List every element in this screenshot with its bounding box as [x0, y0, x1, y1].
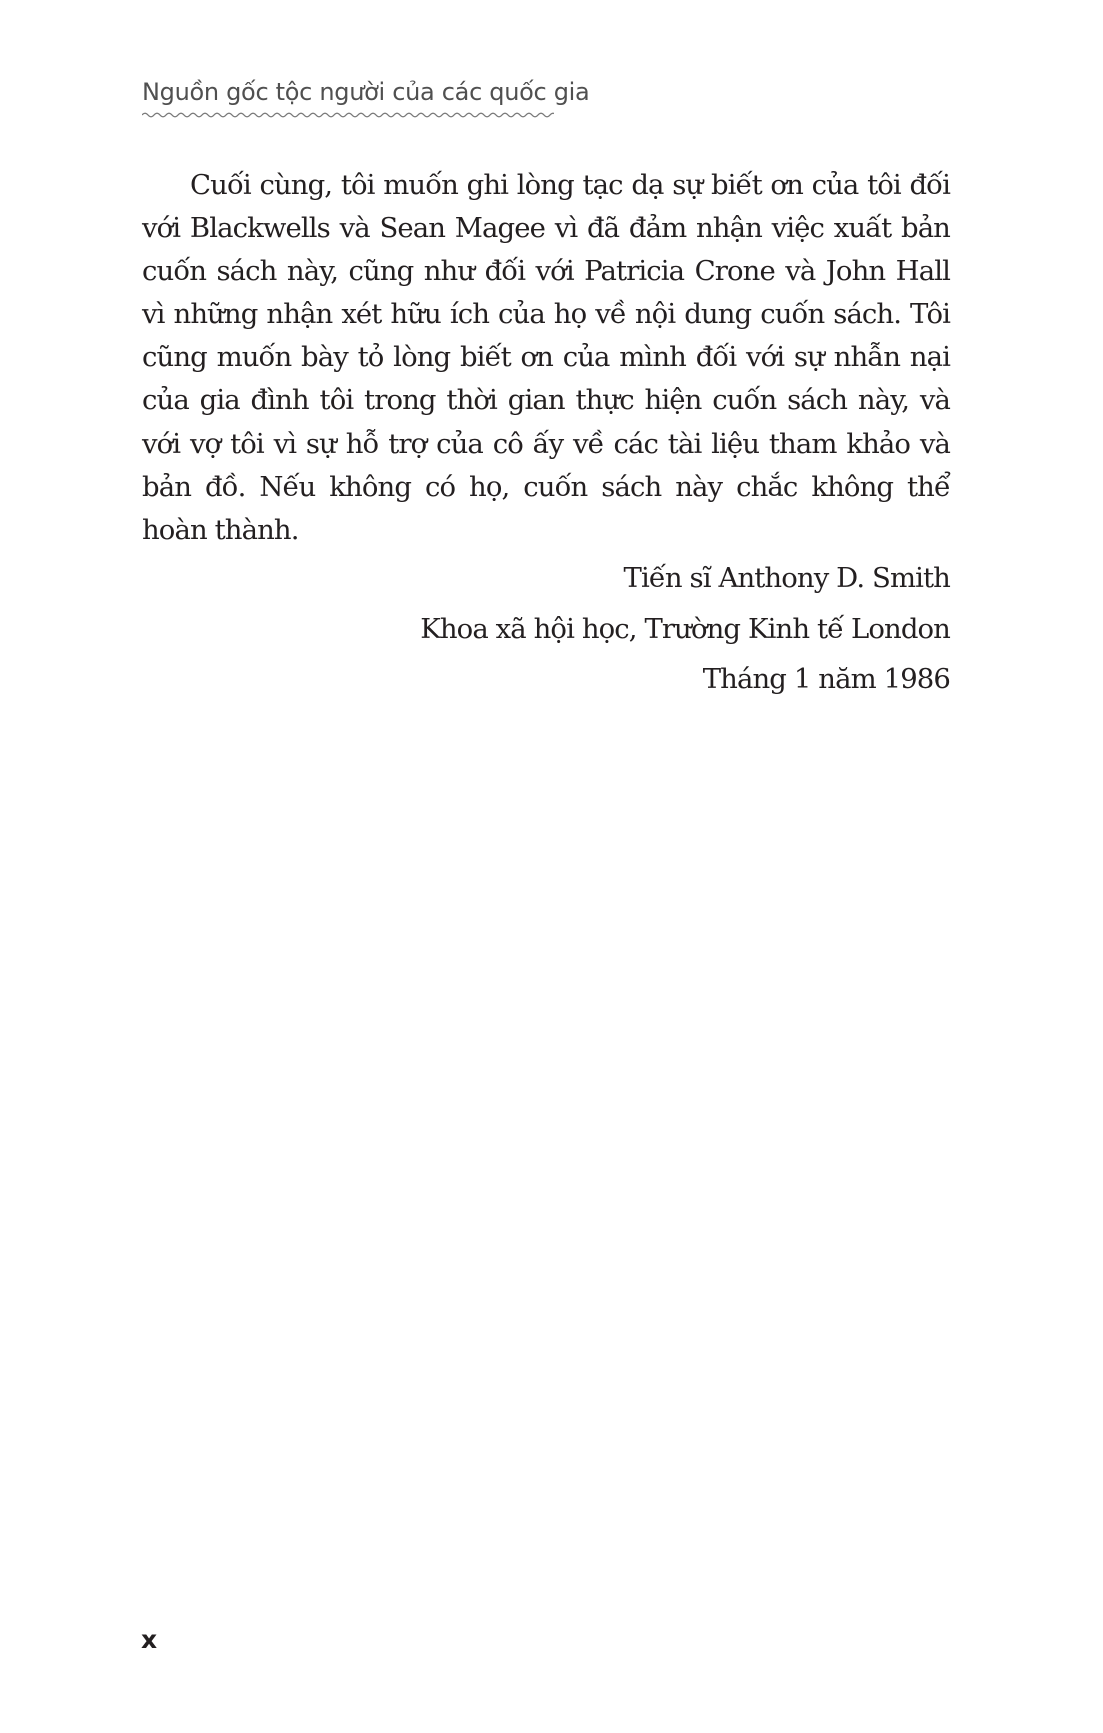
author-name: Tiến sĩ Anthony D. Smith — [623, 562, 950, 594]
page-number: x — [141, 1625, 158, 1654]
signature-date: Tháng 1 năm 1986 — [702, 663, 950, 695]
acknowledgement-paragraph: Cuối cùng, tôi muốn ghi lòng tạc dạ sự biết ơn của tôi đối với Blackwells và Sean Magee vì đã đảm nhận việc xuất bản cuốn sách này, cũng như đối với Patricia Crone và John Hall vì những nhận xét hữu ích của họ về nội dung cuốn sách. Tôi cũng muốn bày tỏ lòng biết ơn của mình đối với sự nhẫn nại của gia đình tôi trong thời gian thực hiện cuốn sách này, và với vợ tôi vì sự hỗ trợ của cô ấy về các tài liệu tham khảo và bản đồ. Nếu không có họ, cuốn sách này chắc không thể hoàn thành. — [142, 169, 950, 546]
running-header-title: Nguồn gốc tộc người của các quốc gia — [142, 78, 590, 106]
header-wavy-underline — [142, 111, 554, 119]
signature-block — [420, 553, 950, 705]
author-affiliation: Khoa xã hội học, Trường Kinh tế London — [420, 612, 950, 645]
